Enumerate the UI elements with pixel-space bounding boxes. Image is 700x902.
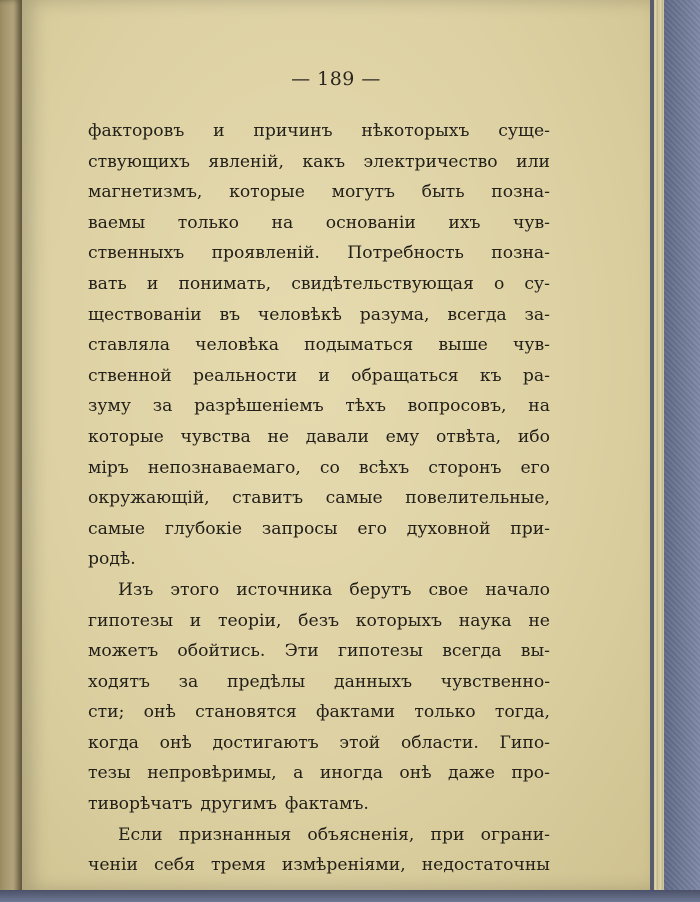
book-page	[22, 0, 650, 890]
book-cover-cloth	[664, 0, 700, 902]
text-line: Изъ этого источника берутъ свое начало	[118, 579, 550, 600]
text-line: ствующихъ явленій, какъ электричество или	[88, 151, 550, 172]
text-line: можетъ обойтись. Эти гипотезы всегда вы-	[88, 641, 550, 662]
text-line: самые глубокіе запросы его духовной при-	[88, 518, 550, 539]
page-number: — 189 —	[291, 68, 381, 90]
text-line: ходятъ за предѣлы данныхъ чувственно-	[88, 671, 550, 692]
text-line: которые чувства не давали ему отвѣта, ибо	[88, 426, 550, 447]
text-line: ственной реальности и обращаться къ ра-	[88, 365, 550, 386]
text-line: ществованіи въ человѣкѣ разума, всегда за-	[88, 304, 550, 325]
text-line: ваемы только на основаніи ихъ чув-	[88, 212, 550, 233]
text-line: вать и понимать, свидѣтельствующая о су-	[88, 273, 550, 294]
text-line: гипотезы и теоріи, безъ которыхъ наука не	[88, 610, 550, 631]
text-line: окружающій, ставитъ самые повелительные,	[88, 488, 550, 509]
left-page-edge	[0, 0, 22, 902]
text-line: тиворѣчатъ другимъ фактамъ.	[88, 794, 369, 815]
text-line: магнетизмъ, которые могутъ быть позна-	[88, 182, 550, 203]
text-line: сти; онѣ становятся фактами только тогда,	[88, 702, 550, 723]
text-line: тезы непровѣримы, а иногда онѣ даже про-	[88, 763, 550, 784]
body-text	[88, 116, 550, 881]
text-line: ственныхъ проявленій. Потребность позна-	[88, 243, 550, 264]
text-line: зуму за разрѣшеніемъ тѣхъ вопросовъ, на	[88, 396, 550, 417]
text-line: факторовъ и причинъ нѣкоторыхъ суще-	[88, 121, 550, 141]
text-line: міръ непознаваемаго, со всѣхъ сторонъ его	[88, 457, 550, 478]
book-cover-bottom	[0, 890, 700, 902]
text-line: когда онѣ достигаютъ этой области. Гипо-	[88, 732, 550, 753]
text-line: ченіи себя тремя измѣреніями, недостаточны	[88, 855, 550, 876]
text-line: Если признанныя объясненія, при ограни-	[118, 824, 550, 845]
text-line: родѣ.	[88, 549, 136, 570]
text-line: ставляла человѣка подыматься выше чув-	[88, 335, 550, 356]
